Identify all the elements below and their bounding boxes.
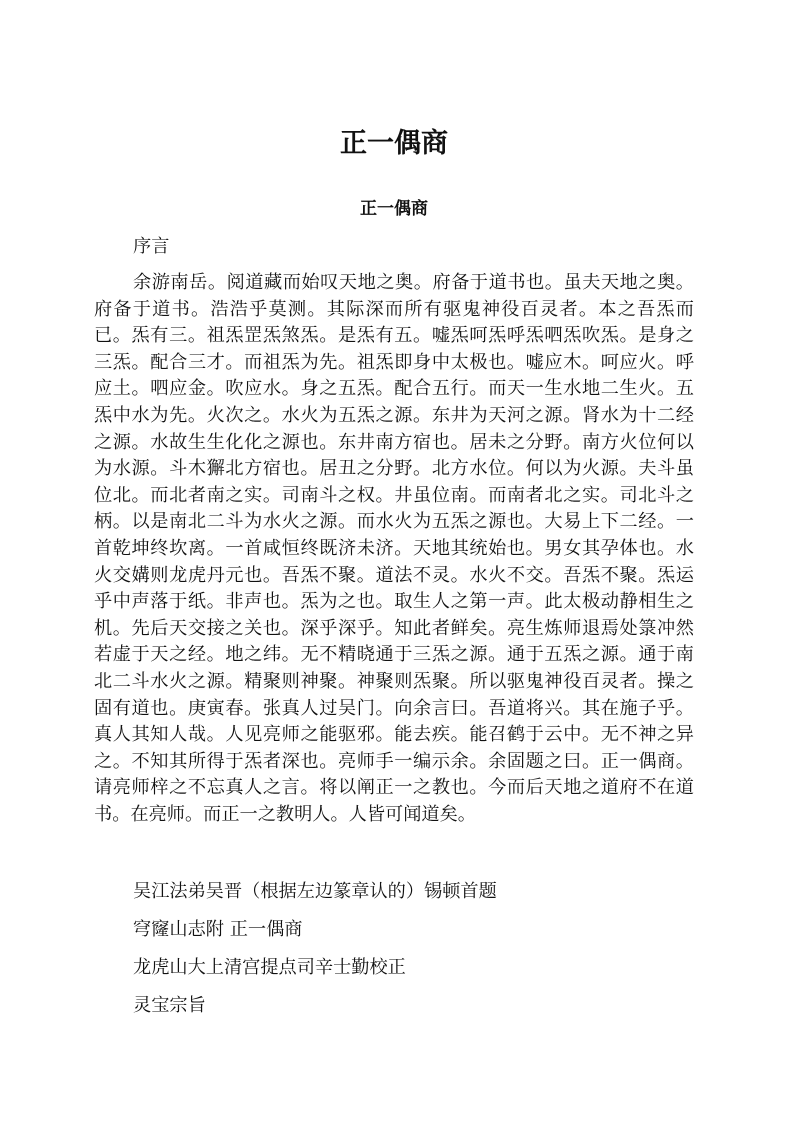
section-heading: 灵宝宗旨: [133, 995, 206, 1016]
document-title: 正一偶商: [340, 128, 448, 159]
signature-line: 吴江法弟吴晋（根据左边篆章认的）锡顿首题: [133, 881, 497, 902]
appendix-line: 穹窿山志附 正一偶商: [133, 919, 303, 940]
document-subtitle: 正一偶商: [360, 199, 428, 219]
proofreader-line: 龙虎山大上清宫提点司辛士勤校正: [133, 957, 406, 978]
preface-heading: 序言: [133, 236, 170, 257]
preface-body: 余游南岳。阅道藏而始叹天地之奥。府备于道书也。虽夫天地之奥。府备于道书。浩浩乎莫测。其际深而所有驱鬼神役百灵者。本之吾炁而已。炁有三。祖炁罡炁煞炁。是炁有五。嘘炁呵炁呼炁呬炁吹炁。是身之三炁。配合三才。而祖炁为先。祖炁即身中太极也。嘘应木。呵应火。呼应土。呬应金。吹应水。身之五炁。配合五行。而天一生水地二生火。五炁中水为先。火次之。水火为五炁之源。东井为天河之源。肾水为十二经之源。水故生生化化之源也。东井南方宿也。居未之分野。南方火位何以为水源。斗木獬北方宿也。居丑之分野。北方水位。何以为火源。夫斗虽位北。而北者南之实。司南斗之权。井虽位南。而南者北之实。司北斗之柄。以是南北二斗为水火之源。而水火为五炁之源也。大易上下二经。一首乾坤终坎离。一首咸恒终既济未济。天地其统始也。男女其孕体也。水火交媾则龙虎丹元也。吾炁不聚。道法不灵。水火不交。吾炁不聚。炁运乎中声落于纸。非声也。炁为之也。取生人之第一声。此太极动静相生之机。先后天交接之关也。深乎深乎。知此者鲜矣。亮生炼师退焉处箓冲然若虚于天之经。地之纬。无不精晓通于三炁之源。通于五炁之源。通于南北二斗水火之源。精聚则神聚。神聚则炁聚。所以驱鬼神役百灵者。操之固有道也。庚寅春。张真人过吴门。向余言曰。吾道将兴。其在施子乎。真人其知人哉。人见亮师之能驱邪。能去疾。能召鹤于云中。无不神之异之。不知其所得于炁者深也。亮师手一编示余。余固题之曰。正一偶商。请亮师梓之不忘真人之言。将以阐正一之教也。今而后天地之道府不在道书。在亮师。而正一之教明人。人皆可闻道矣。: [94, 272, 694, 825]
